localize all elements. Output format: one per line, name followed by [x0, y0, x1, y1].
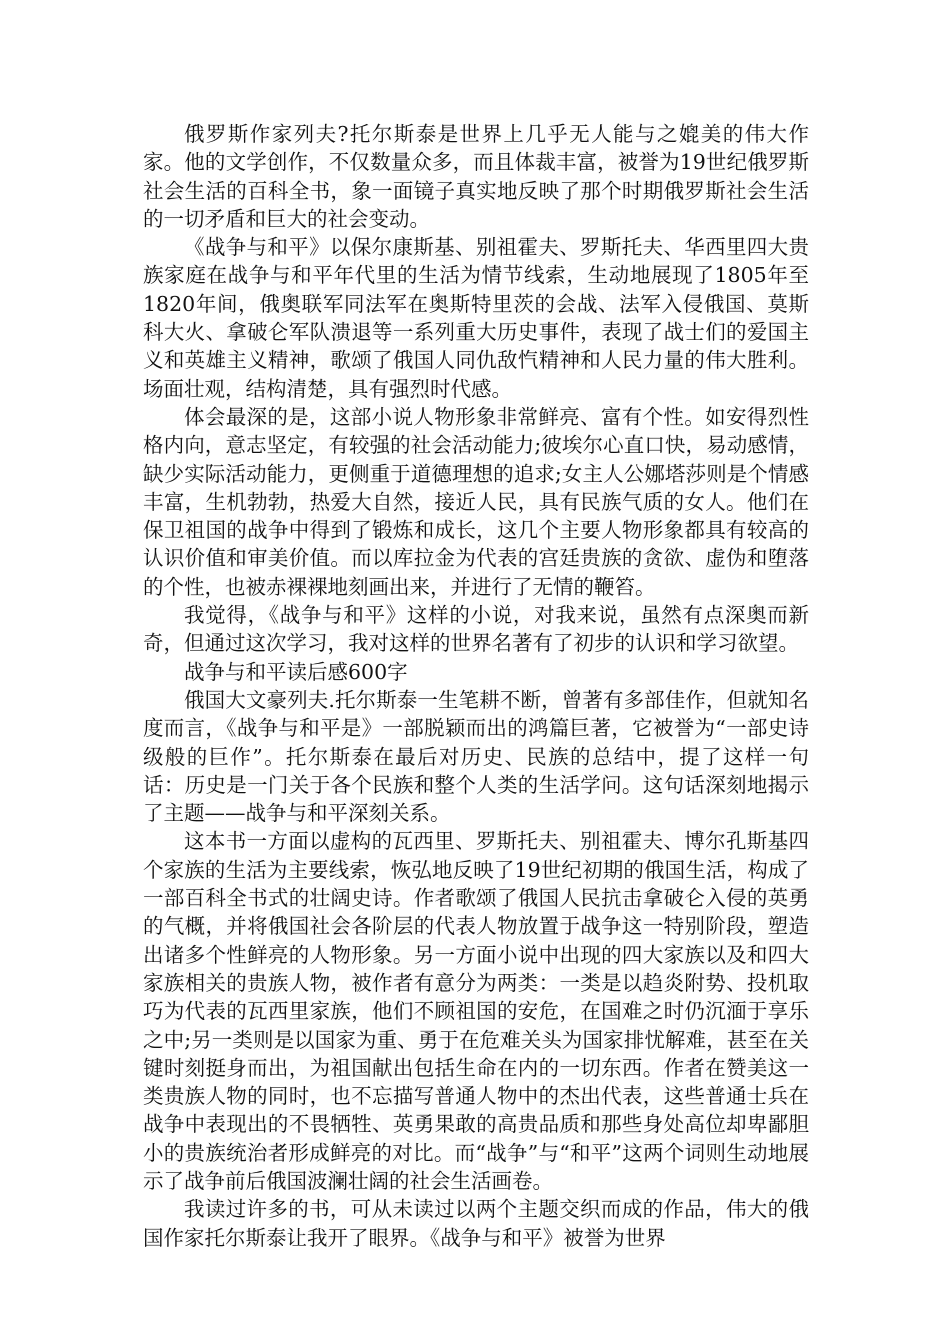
- paragraph-reading-experience: 我读过许多的书，可从未读过以两个主题交织而成的作品，伟大的俄国作家托尔斯泰让我开了眼界。《战争与和平》被誉为世界: [143, 1197, 809, 1250]
- paragraph-four-families: 这本书一方面以虚构的瓦西里、罗斯托夫、别祖霍夫、博尔孔斯基四个家族的生活为主要线索，恢弘地反映了19世纪初期的俄国生活，构成了一部百科全书式的壮阔史诗。作者歌颂了俄国人民抗击拿破仑入侵的英勇的气概，并将俄国社会各阶层的代表人物放置于战争这一特别阶段，塑造出诸多个性鲜亮的人物形象。另一方面小说中出现的四大家族以及和四大家族相关的贵族人物，被作者有意分为两类：一类是以趋炎附势、投机取巧为代表的瓦西里家族，他们不顾祖国的安危，在国难之时仍沉湎于享乐之中;另一类则是以国家为重、勇于在危难关头为国家排忧解难，甚至在关键时刻挺身而出，为祖国献出包括生命在内的一切东西。作者在赞美这一类贵族人物的同时，也不忘描写普通人物中的杰出代表，这些普通士兵在战争中表现出的不畏牺牲、英勇果敢的高贵品质和那些身处高位却卑鄙胆小的贵族统治者形成鲜亮的对比。而“战争”与“和平”这两个词则生动地展示了战争前后俄国波澜壮阔的社会生活画卷。: [143, 829, 809, 1193]
- paragraph-war-and-peace-plot: 《战争与和平》以保尔康斯基、别祖霍夫、罗斯托夫、华西里四大贵族家庭在战争与和平年代里的生活为情节线索，生动地展现了1805年至1820年间，俄奥联军同法军在奥斯特里茨的会战、法军入侵俄国、莫斯科大火、拿破仑军队溃退等一系列重大历史事件，表现了战士们的爱国主义和英雄主义精神，歌颂了俄国人同仇敌忾精神和人民力量的伟大胜利。场面壮观，结构清楚，具有强烈时代感。: [143, 235, 809, 401]
- section-heading: 战争与和平读后感600字: [184, 659, 408, 684]
- paragraph-tolstoy-masterpiece: 俄国大文豪列夫.托尔斯泰一生笔耕不断，曾著有多部佳作，但就知名度而言，《战争与和平是》一部脱颖而出的鸿篇巨著，它被誉为“一部史诗级般的巨作”。托尔斯泰在最后对历史、民族的总结中，提了这样一句话：历史是一门关于各个民族和整个人类的生活学问。这句话深刻地揭示了主题——战争与和平深刻关系。: [143, 687, 809, 826]
- paragraph-character-impressions: 体会最深的是，这部小说人物形象非常鲜亮、富有个性。如安得烈性格内向，意志坚定，有较强的社会活动能力;彼埃尔心直口快，易动感情，缺少实际活动能力，更侧重于道德理想的追求;女主人公娜塔莎则是个情感丰富，生机勃勃，热爱大自然，接近人民，具有民族气质的女人。他们在保卫祖国的战争中得到了锻炼和成长，这几个主要人物形象都具有较高的认识价值和审美价值。而以库拉金为代表的宫廷贵族的贪欲、虚伪和堕落的个性，也被赤裸裸地刻画出来，并进行了无情的鞭笞。: [143, 404, 809, 599]
- paragraph-tolstoy-intro: 俄罗斯作家列夫?托尔斯泰是世界上几乎无人能与之媲美的伟大作家。他的文学创作，不仅数量众多，而且体裁丰富，被誉为19世纪俄罗斯社会生活的百科全书，象一面镜子真实地反映了那个时期俄罗斯社会生活的一切矛盾和巨大的社会变动。: [143, 122, 809, 231]
- paragraph-personal-reflection: 我觉得，《战争与和平》这样的小说，对我来说，虽然有点深奥而新奇，但通过这次学习，我对这样的世界名著有了初步的认识和学习欲望。: [143, 603, 809, 656]
- document-body: [143, 120, 809, 1252]
